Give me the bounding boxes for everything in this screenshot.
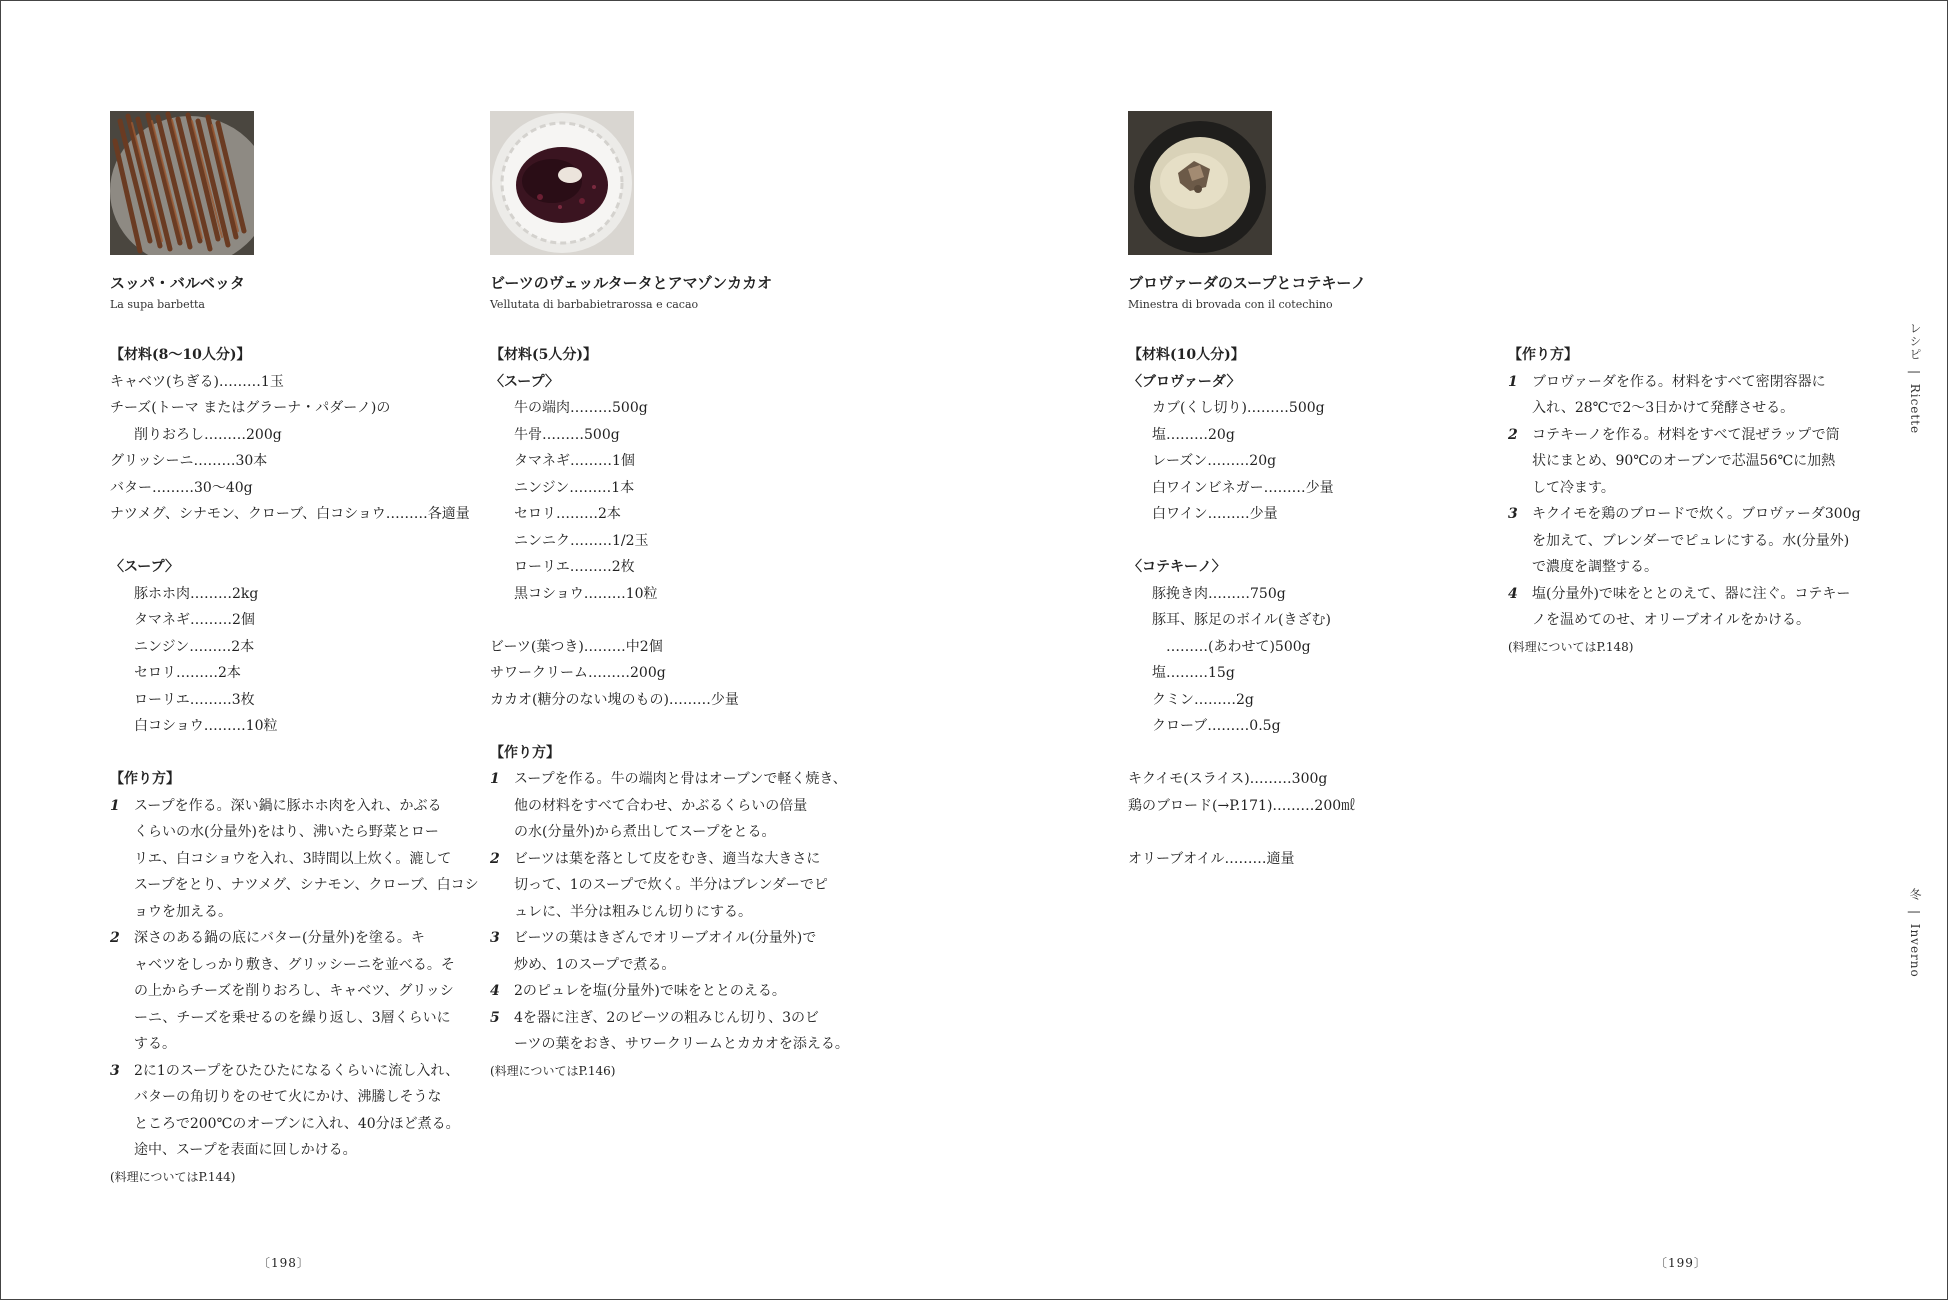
method-step (110, 925, 479, 1058)
brovada-soup-photo (1128, 111, 1272, 255)
ingredient-line: 削りおろし………200g (134, 426, 282, 443)
ingredient-line: タマネギ………2個 (134, 612, 255, 628)
method-step (110, 1058, 479, 1164)
page-reference-note: (料理についてはP.148) (1508, 639, 1634, 654)
method-step (490, 1005, 849, 1058)
recipe3-subtitle: Minestra di brovada con il cotechino (1128, 298, 1333, 311)
step-line: を加えて、ブレンダーでピュレにする。水(分量外) (1532, 532, 1850, 549)
step-number: 3 (1508, 506, 1518, 522)
step-line: スープを作る。深い鍋に豚ホホ肉を入れ、かぶる (134, 797, 442, 814)
ingredient-line: カカオ(糖分のない塊のもの)………少量 (490, 691, 739, 708)
step-line: スープを作る。牛の端肉と骨はオーブンで軽く焼き、 (514, 771, 847, 787)
ingredient-line: クローブ………0.5g (1152, 718, 1281, 734)
page-number-right: 〔199〕 (1655, 1256, 1707, 1270)
ingredient-line: 牛の端肉………500g (514, 400, 648, 416)
step-number: 2 (1508, 426, 1518, 443)
step-line: で濃度を調整する。 (1532, 559, 1658, 575)
step-line: 他の材料をすべて合わせ、かぶるくらいの倍量 (514, 797, 808, 814)
recipe1-body (110, 342, 479, 1190)
ingredient-line: 牛骨………500g (514, 426, 620, 443)
page-reference-note: (料理についてはP.144) (110, 1169, 236, 1184)
step-number: 2 (490, 850, 500, 867)
method-heading: 【作り方】 (490, 744, 560, 761)
recipe1-subtitle: La supa barbetta (110, 298, 205, 311)
ingredient-line: 豚ホホ肉………2kg (134, 585, 259, 602)
side-header-ja: レシピ (1908, 322, 1922, 361)
method-heading: 【作り方】 (110, 771, 180, 787)
step-line: 切って、1のスープで炊く。半分はブレンダーでピ (514, 877, 828, 893)
method-step (490, 846, 849, 926)
recipe1-title: スッパ・バルベッタ (110, 274, 245, 292)
step-line: 炒め、1のスープで煮る。 (514, 956, 676, 973)
grissini-photo (110, 111, 254, 255)
step-line: の上からチーズを削りおろし、キャベツ、グリッシ (134, 983, 454, 999)
cotechino-heading: 〈コテキーノ〉 (1128, 559, 1226, 575)
step-line: ュレに、半分は粗みじん切りにする。 (514, 903, 752, 920)
step-line: 2に1のスープをひたひたになるくらいに流し入れ、 (134, 1062, 460, 1079)
ingredient-line: バター………30〜40g (110, 479, 253, 496)
ingredient-line: ローリエ………3枚 (134, 691, 255, 708)
step-line: バターの角切りをのせて火にかけ、沸騰しそうな (134, 1089, 442, 1105)
ingredient-line: 鶏のブロード(→P.171)………200㎖ (1128, 797, 1356, 814)
method-step (490, 925, 849, 978)
ingredient-line: ローリエ………2枚 (514, 559, 635, 575)
soup-heading: 〈スープ〉 (490, 373, 560, 390)
step-line: 塩(分量外)で味をととのえて、器に注ぐ。コテキー (1532, 585, 1851, 602)
step-number: 4 (1508, 585, 1518, 602)
recipe3-title: ブロヴァーダのスープとコテキーノ (1128, 274, 1367, 292)
step-line: スープをとり、ナツメグ、シナモン、クローブ、白コシ (134, 877, 479, 893)
step-number: 3 (490, 930, 500, 946)
side-season-it: Inverno (1908, 923, 1922, 978)
ingredient-line: 白ワイン………少量 (1152, 506, 1278, 522)
ingredient-line: ニンジン………1本 (514, 479, 635, 496)
recipe2-title: ビーツのヴェッルタータとアマゾンカカオ (490, 274, 773, 292)
step-line: ビーツの葉はきざんでオリーブオイル(分量外)で (514, 930, 817, 946)
step-line: ャベツをしっかり敷き、グリッシーニを並べる。そ (134, 956, 455, 973)
side-header-it: Ricette (1908, 383, 1922, 435)
method-step (490, 766, 849, 846)
ingredient-line: グリッシーニ………30本 (110, 453, 268, 469)
step-number: 2 (110, 930, 120, 946)
side-season-ja: 冬 (1908, 888, 1922, 901)
ingredient-line: ビーツ(葉つき)………中2個 (490, 638, 663, 655)
method-step (110, 793, 479, 926)
brovada-heading: 〈ブロヴァーダ〉 (1128, 373, 1241, 390)
ingredient-line: サワークリーム………200g (490, 665, 666, 681)
method-step (490, 978, 849, 1005)
page-number-left: 〔198〕 (258, 1256, 310, 1270)
step-line: 2のピュレを塩(分量外)で味をととのえる。 (514, 983, 786, 999)
recipe3-method (1508, 342, 1861, 660)
step-line: して冷ます。 (1532, 479, 1615, 496)
step-line: 深さのある鍋の底にバター(分量外)を塗る。キ (134, 930, 425, 946)
method-step (1508, 581, 1861, 634)
ingredient-line: クミン………2g (1152, 691, 1254, 708)
ingredients-heading: 【材料(10人分)】 (1128, 347, 1245, 363)
step-line: ビーツは葉を落として皮をむき、適当な大きさに (514, 850, 821, 867)
recipe3-ingredients (1128, 342, 1355, 872)
ingredient-line: オリーブオイル………適量 (1128, 850, 1295, 867)
step-number: 1 (490, 771, 500, 787)
ingredient-line: 白ワインビネガー………少量 (1152, 479, 1334, 496)
step-line: ョウを加える。 (134, 903, 232, 920)
recipe2-body (490, 342, 849, 1084)
method-step (1508, 369, 1861, 422)
step-line: 途中、スープを表面に回しかける。 (134, 1142, 357, 1158)
side-header-season: 冬 | Inverno (1908, 888, 1922, 978)
ingredient-line: キャベツ(ちぎる)………1玉 (110, 373, 284, 390)
page-reference-note: (料理についてはP.146) (490, 1063, 616, 1078)
method-step (1508, 422, 1861, 502)
ingredient-line: カブ(くし切り)………500g (1152, 400, 1325, 416)
beet-soup-photo (490, 111, 634, 255)
side-header-section: レシピ | Ricette (1908, 322, 1922, 435)
step-line: 4を器に注ぎ、2のビーツの粗みじん切り、3のビ (514, 1009, 820, 1026)
step-line: くらいの水(分量外)をはり、沸いたら野菜とロー (134, 824, 439, 840)
method-step (1508, 501, 1861, 581)
ingredient-line: 豚耳、豚足のボイル(きざむ) (1152, 612, 1331, 628)
ingredient-line: セロリ………2本 (514, 506, 621, 522)
step-number: 1 (110, 797, 120, 814)
ingredient-line: 黒コショウ………10粒 (514, 585, 658, 602)
step-line: コテキーノを作る。材料をすべて混ぜラップで筒 (1532, 426, 1840, 443)
ingredient-line: 豚挽き肉………750g (1152, 585, 1286, 602)
step-line: ーニ、チーズを乗せるのを繰り返し、3層くらいに (134, 1009, 451, 1026)
step-line: ーツの葉をおき、サワークリームとカカオを添える。 (514, 1036, 849, 1052)
step-line: 状にまとめ、90℃のオーブンで芯温56℃に加熱 (1532, 453, 1836, 469)
ingredient-line: セロリ………2本 (134, 665, 241, 681)
recipe2-subtitle: Vellutata di barbabietrarossa e cacao (490, 298, 699, 311)
step-line: ノを温めてのせ、オリーブオイルをかける。 (1532, 612, 1811, 628)
ingredients-heading: 【材料(5人分)】 (490, 347, 597, 363)
step-line: ところで200℃のオーブンに入れ、40分ほど煮る。 (134, 1115, 460, 1132)
step-line: 入れ、28℃で2〜3日かけて発酵させる。 (1532, 400, 1795, 416)
step-line: ブロヴァーダを作る。材料をすべて密閉容器に (1532, 373, 1826, 390)
step-line: する。 (134, 1036, 176, 1052)
ingredient-line: 塩………20g (1152, 426, 1235, 443)
step-number: 5 (490, 1009, 500, 1026)
ingredient-line: チーズ(トーマ またはグラーナ・パダーノ)の (110, 400, 391, 416)
ingredient-line: ナツメグ、シナモン、クローブ、白コショウ………各適量 (110, 506, 470, 522)
step-number: 3 (110, 1062, 120, 1079)
step-number: 4 (490, 983, 500, 999)
soup-heading: 〈スープ〉 (110, 559, 180, 575)
step-number: 1 (1508, 373, 1518, 390)
step-line: キクイモを鶏のブロードで炊く。ブロヴァーダ300g (1532, 506, 1861, 522)
ingredient-line: ニンニク………1/2玉 (514, 532, 649, 549)
ingredient-line: 白コショウ………10粒 (134, 718, 278, 734)
method-heading: 【作り方】 (1508, 347, 1578, 363)
step-line: リエ、白コショウを入れ、3時間以上炊く。漉して (134, 850, 452, 867)
ingredient-line: 塩………15g (1152, 665, 1235, 681)
ingredient-line: レーズン………20g (1152, 453, 1277, 469)
step-line: の水(分量外)から煮出してスープをとる。 (514, 824, 776, 840)
ingredient-line: ………(あわせて)500g (1166, 638, 1311, 655)
ingredient-line: タマネギ………1個 (514, 453, 635, 469)
ingredients-heading: 【材料(8〜10人分)】 (110, 347, 251, 363)
ingredient-line: キクイモ(スライス)………300g (1128, 771, 1328, 787)
ingredient-line: ニンジン………2本 (134, 638, 255, 655)
